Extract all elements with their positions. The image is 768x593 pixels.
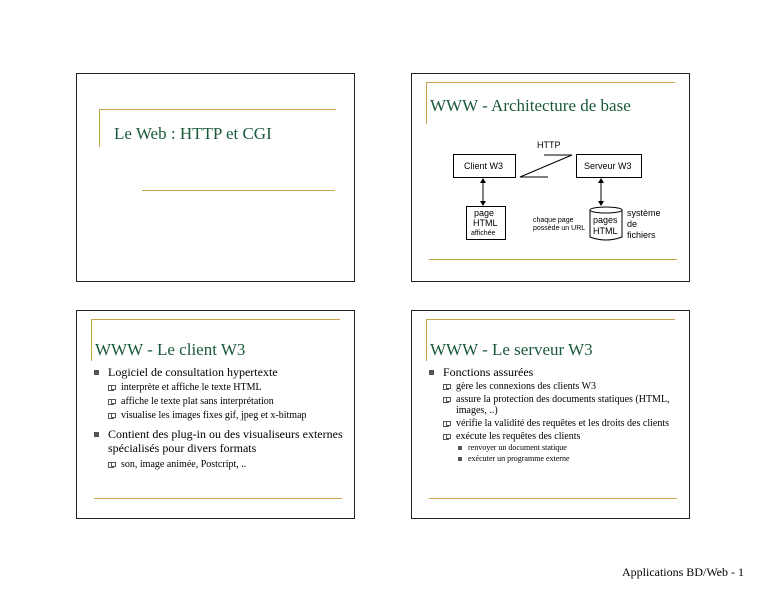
client-page-arrow (478, 178, 488, 206)
sub-bullet-icon (443, 421, 449, 427)
bullet-text: Contient des plug-in ou des visualiseurs externes (108, 427, 343, 441)
slide-accent-vertical (426, 319, 427, 361)
url-note-2: possède un URL (533, 225, 586, 232)
sub-bullet-text: son, image animée, Postcript, .. (121, 459, 247, 470)
sub-sub-bullet-square (458, 446, 462, 450)
pages-html-label-1: pages (593, 215, 618, 225)
slide-accent-vertical (91, 319, 92, 361)
sub-sub-bullet-square (458, 457, 462, 461)
sub-bullet-text: interprète et affiche le texte HTML (121, 382, 262, 393)
bullet-square (94, 432, 99, 437)
fs-label-3: fichiers (627, 230, 656, 240)
slide-1 (76, 73, 355, 282)
slide-title: WWW - Le serveur W3 (430, 340, 593, 359)
sub-bullet-text: visualise les images fixes gif, jpeg et x-bitmap (121, 410, 307, 421)
slide-accent-horizontal (426, 319, 675, 320)
slide-accent-vertical (426, 82, 427, 124)
sub-bullet-icon (443, 397, 449, 403)
page-html-label-2: HTML (473, 218, 498, 228)
url-note-1: chaque page (533, 217, 574, 224)
server-box (576, 154, 642, 178)
sub-bullet-icon (108, 462, 114, 468)
slide-3 (76, 310, 355, 519)
page-html-label-3: affichée (471, 230, 496, 237)
sub-bullet-icon (108, 399, 114, 405)
slide-2 (411, 73, 690, 282)
sub-bullet-text-continued: images, ..) (456, 405, 498, 416)
fs-label-1: système (627, 208, 661, 218)
sub-bullet-text: exécute les requêtes des clients (456, 431, 581, 442)
bullet-text: Logiciel de consultation hypertexte (108, 365, 278, 379)
pages-html-label-2: HTML (593, 226, 618, 236)
sub-sub-bullet-text: exécuter un programme externe (468, 454, 570, 463)
sub-bullet-icon (443, 434, 449, 440)
page-html-box (466, 206, 506, 240)
page-html-label-1: page (474, 208, 495, 218)
bullet-square (94, 370, 99, 375)
client-box (453, 154, 516, 178)
server-label: Serveur W3 (584, 161, 632, 171)
sub-bullet-text: affiche le texte plat sans interprétation (121, 396, 274, 407)
slide-accent-horizontal (91, 319, 340, 320)
sub-bullet-text: gère les connexions des clients W3 (456, 381, 597, 392)
slide-bottom-rule (429, 498, 677, 499)
slide-bottom-rule (429, 259, 677, 260)
bullet-text: Fonctions assurées (443, 365, 534, 379)
page-footer: Applications BD/Web - 1 (621, 565, 744, 579)
fs-label-2: de (627, 219, 638, 229)
sub-bullet-icon (108, 413, 114, 419)
http-link (516, 154, 576, 178)
sub-bullet-text: assure la protection des documents statiques (HTML, (456, 394, 670, 405)
slide-4 (411, 310, 690, 519)
sub-bullet-icon (443, 384, 449, 390)
slide-bottom-rule (94, 498, 342, 499)
bullet-text-continued: spécialisés pour divers formats (108, 441, 257, 455)
slide-title: WWW - Architecture de base (430, 96, 631, 115)
sub-bullet-text: vérifie la validité des requêtes et les droits des clients (456, 418, 669, 429)
slide-accent-vertical (99, 109, 100, 147)
client-label: Client W3 (464, 161, 504, 171)
slide-title: WWW - Le client W3 (95, 340, 246, 359)
slide-title: Le Web : HTTP et CGI (114, 124, 272, 143)
server-pages-arrow (596, 178, 606, 206)
slide-accent-horizontal (99, 109, 336, 110)
http-label: HTTP (537, 140, 561, 150)
sub-sub-bullet-text: renvoyer un document statique (468, 443, 567, 452)
title-underline (142, 190, 335, 191)
slide-accent-horizontal (426, 82, 675, 83)
sub-bullet-icon (108, 385, 114, 391)
bullet-square (429, 370, 434, 375)
